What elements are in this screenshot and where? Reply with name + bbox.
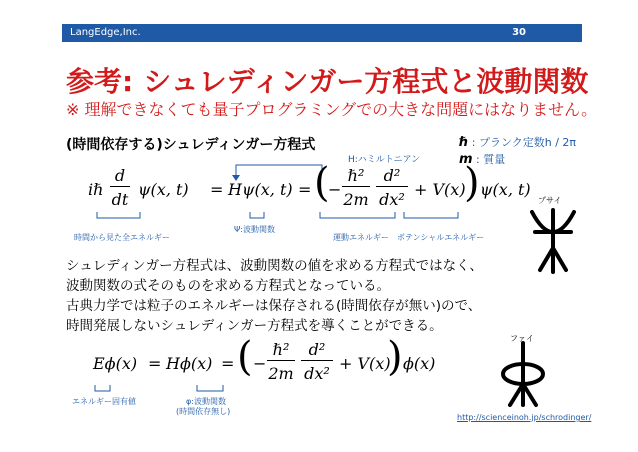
eq2-rparen: ): [387, 334, 403, 380]
eq1-dt: dt: [111, 190, 129, 209]
title-text: シュレディンガー方程式と波動関数: [143, 65, 589, 98]
eq1-lparen: (: [314, 160, 330, 206]
eq2-fraction2-line: [301, 360, 333, 361]
eq1-ihbar: iℏ: [88, 180, 104, 199]
mass-symbol: m: [459, 152, 473, 167]
annotation-psi: Ψ:波動関数: [234, 225, 275, 234]
page-number: 30: [512, 27, 526, 38]
mass-desc: : 質量: [476, 153, 506, 166]
annotation-total-energy: 時間から見た全エネルギー: [74, 233, 170, 242]
hbar-desc: : プランク定数h / 2π: [471, 136, 577, 149]
section-heading-time-dependent: (時間依存する)シュレディンガー方程式: [66, 137, 316, 153]
title-prefix: 参考:: [66, 65, 134, 98]
eq1-fraction3-line: [376, 186, 408, 187]
annotation-hamiltonian: H:ハミルトニアン: [348, 155, 421, 165]
eq1-2m: 2m: [343, 190, 369, 209]
eq2-hphi: Hϕ(x): [166, 354, 213, 373]
eq2-ephi: Eϕ(x): [93, 354, 138, 373]
eq1-hpsi: Hψ(x, t): [228, 180, 293, 199]
annotation-phi-line2: (時間依存無し): [176, 407, 231, 416]
eq2-equals2: =: [221, 354, 235, 373]
eq1-plus-v: + V(x): [414, 180, 466, 199]
stick-figure-psai: [532, 210, 574, 272]
annotation-phi-line1: φ:波動関数: [186, 397, 226, 406]
paragraph-2: [66, 296, 481, 336]
eq1-equals: =: [210, 180, 224, 199]
paragraph-2-line-2: 時間発展しないシュレディンガー方程式を導くことができる。: [66, 318, 443, 334]
hbar-symbol: ℏ: [459, 135, 469, 150]
label-psai: プサイ: [538, 196, 562, 205]
paragraph-1-line-2: 波動関数の式そのものを求める方程式となっている。: [66, 278, 390, 294]
eq1-fraction2-line: [342, 186, 370, 187]
eq1-fraction-line: [110, 186, 130, 187]
source-link[interactable]: http://scienceinoh.jp/schrodinger/: [457, 413, 592, 422]
eq2-phi-end: ϕ(x): [403, 354, 436, 373]
eq2-fraction-line: [267, 360, 295, 361]
eq2-minus: −: [253, 354, 267, 373]
eq2-2m: 2m: [268, 364, 294, 383]
eq1-d: d: [114, 166, 126, 185]
equation-time-independent: [93, 334, 473, 388]
label-fai: ファイ: [510, 334, 534, 343]
eq2-d2: d²: [308, 340, 326, 359]
stick-figure-fai: [503, 343, 543, 405]
annotation-potential: ポテンシャルエネルギー: [397, 233, 485, 242]
annotation-energy-eigenvalue: エネルギー固有値: [72, 397, 136, 406]
eq1-d2: d²: [383, 166, 401, 185]
eq1-rparen: ): [464, 160, 480, 206]
paragraph-1-line-1: シュレディンガー方程式は、波動関数の値を求める方程式ではなく、: [66, 258, 483, 274]
eq1-psi-end: ψ(x, t): [480, 180, 531, 199]
eq2-hbar2: ℏ²: [272, 340, 290, 359]
eq1-hbar2: ℏ²: [347, 166, 365, 185]
eq2-lparen: (: [237, 334, 253, 380]
eq1-dx2: dx²: [379, 190, 405, 209]
subtitle-note: ※ 理解できなくても量子プログラミングでの大きな問題にはなりません。: [66, 100, 598, 119]
brand-label: LangEdge,Inc.: [70, 27, 141, 38]
annotation-kinetic: 運動エネルギー: [333, 233, 389, 242]
eq2-plus-v: + V(x): [339, 354, 391, 373]
paragraph-1: [66, 256, 483, 296]
eq1-minus: −: [328, 180, 342, 199]
eq1-psi: ψ(x, t): [138, 180, 189, 199]
eq2-equals: =: [148, 354, 162, 373]
eq1-equals2: =: [298, 180, 312, 199]
paragraph-2-line-1: 古典力学では粒子のエネルギーは保存される(時間依存が無い)ので、: [66, 298, 482, 314]
eq2-dx2: dx²: [304, 364, 330, 383]
